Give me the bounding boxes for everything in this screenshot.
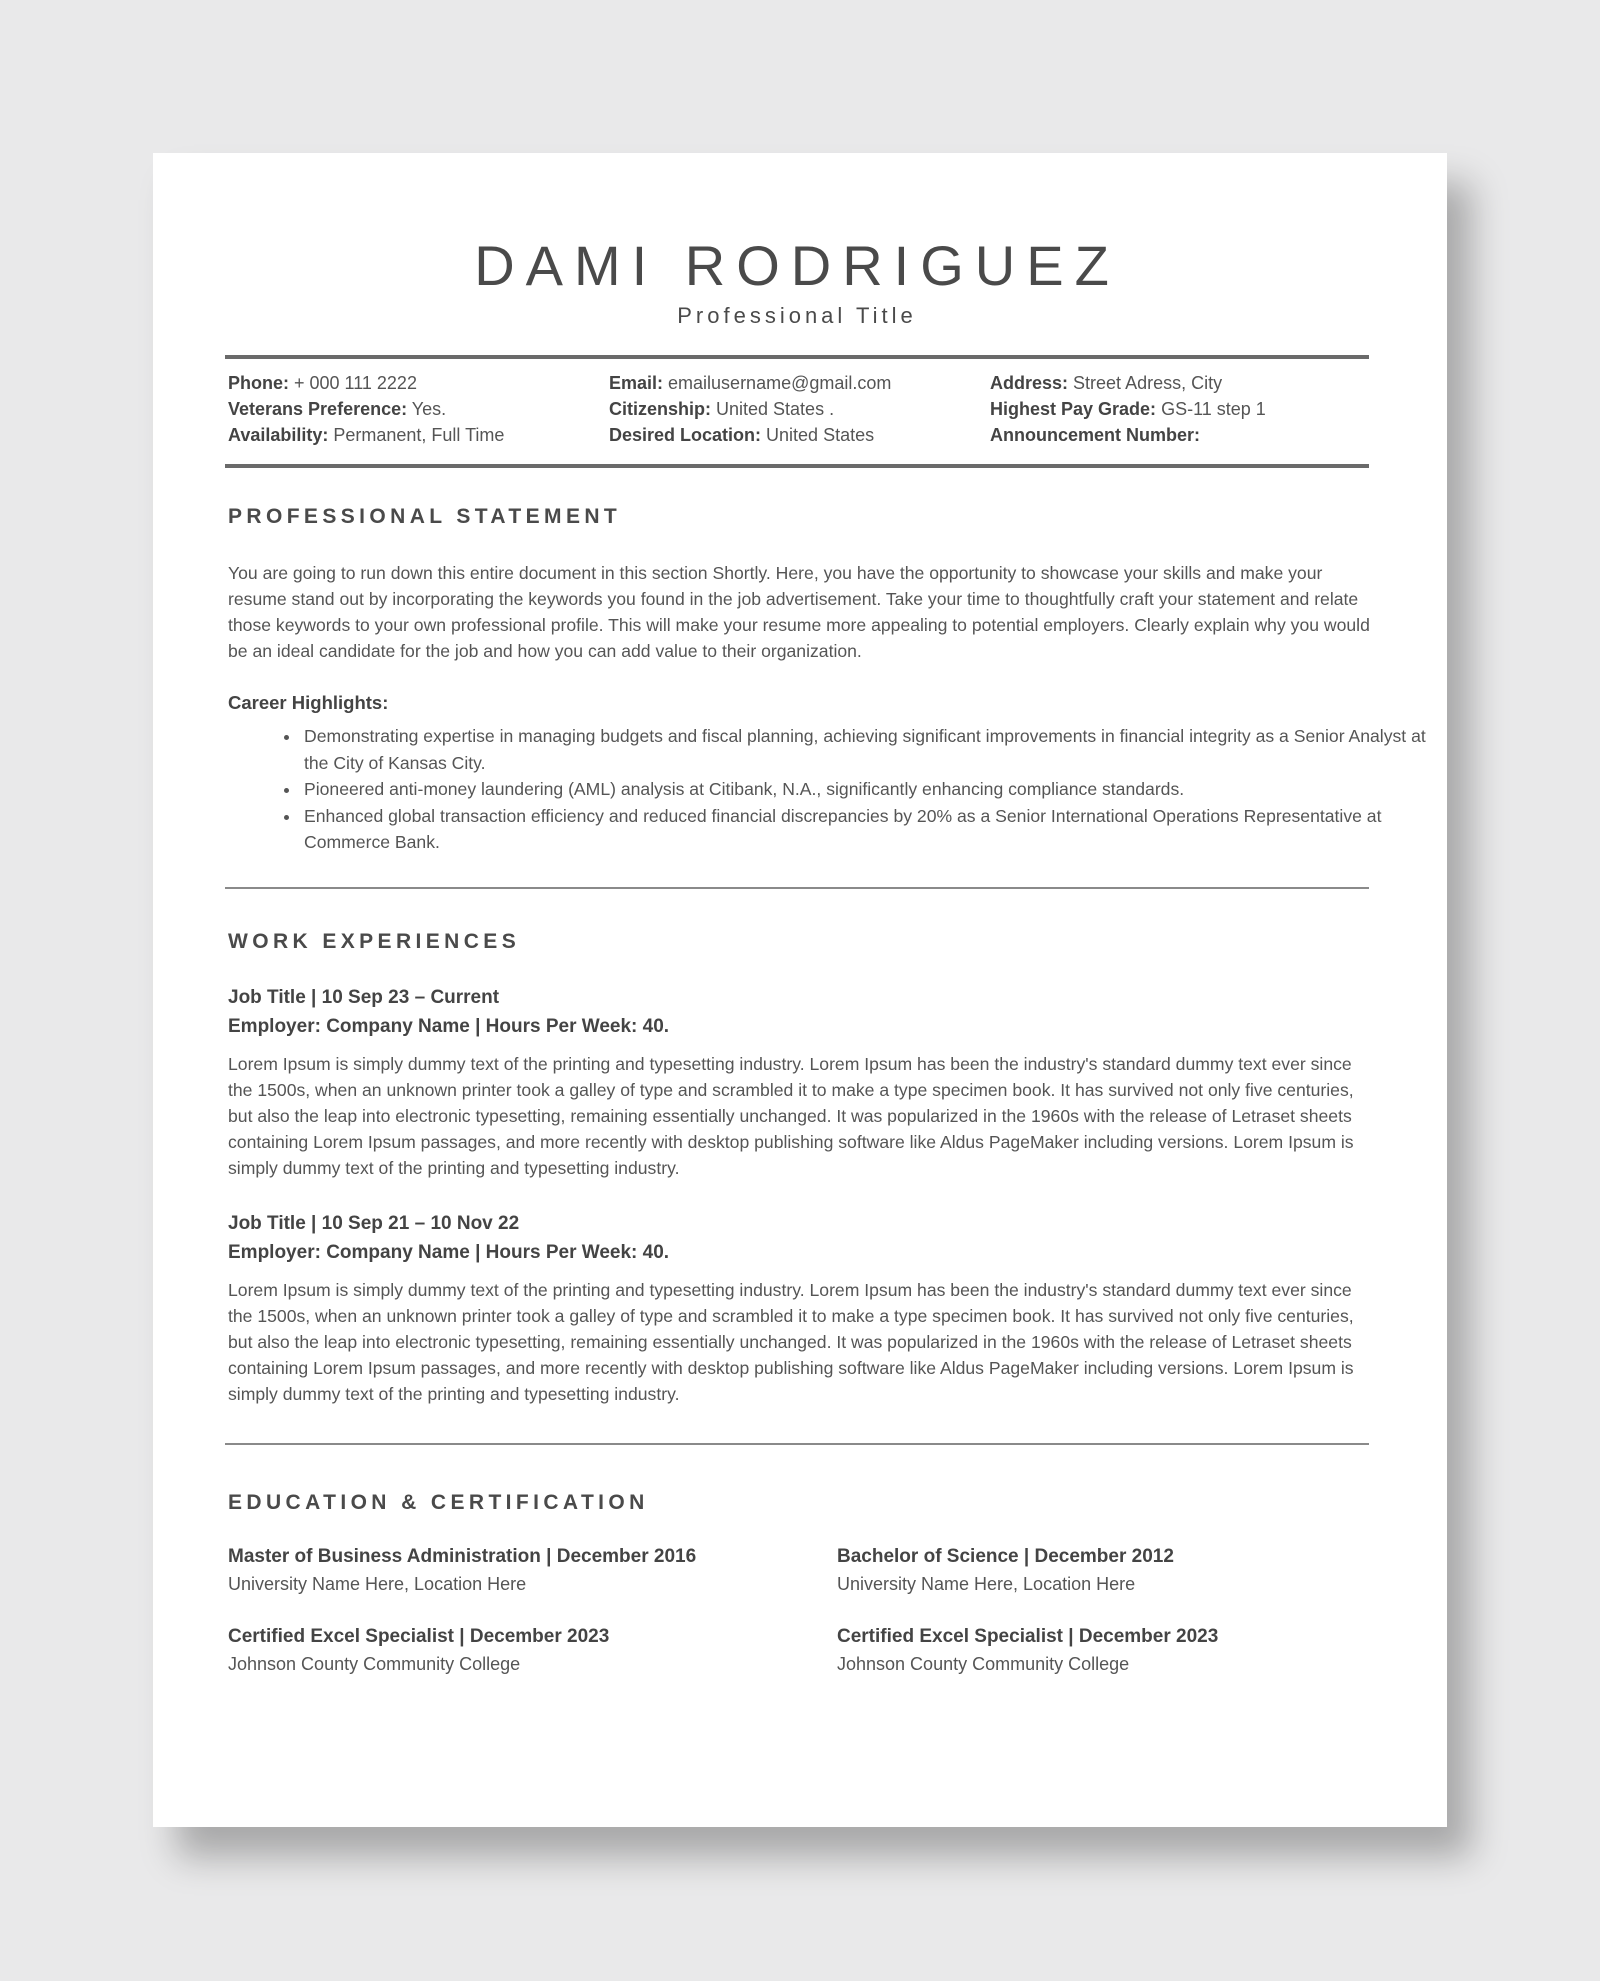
list-item: • Pioneered anti-money laundering (AML) analysis at Citibank, N.A., significantly enhancing compliance standards. xyxy=(301,776,1441,803)
contact-desired-location xyxy=(609,422,989,448)
professional-statement-text: You are going to run down this entire document in this section Shortly. Here, you have the opportunity to showcase your skills and make your resume stand out by incorporating the keywords you found in the job advertisement. Take your time to thoughtfully craft your statement and relate those keywords to your own professional profile. This will make your resume more appealing to potential employers. Clearly explain why you would be an ideal candidate for the job and how you can add value to their organization. xyxy=(228,563,1370,661)
contact-label: Availability: xyxy=(228,425,329,445)
job-title-line: Job Title | 10 Sep 23 – Current xyxy=(228,987,500,1008)
contact-value: United States . xyxy=(711,399,835,419)
section-heading-work-experiences: WORK EXPERIENCES xyxy=(228,930,521,953)
resume-page xyxy=(153,153,1447,1827)
contact-availability xyxy=(228,422,608,448)
contact-veterans-preference xyxy=(228,396,608,422)
education-item-subtitle: University Name Here, Location Here xyxy=(837,1574,1136,1594)
contact-value: Street Adress, City xyxy=(1068,373,1223,393)
education-item-title: Master of Business Administration | December 2016 xyxy=(228,1546,697,1567)
contact-label: Email: xyxy=(609,373,664,393)
contact-label: Highest Pay Grade: xyxy=(990,399,1157,419)
contact-label: Announcement Number: xyxy=(990,425,1201,445)
contact-highest-pay-grade xyxy=(990,396,1370,422)
job-employer-line: Employer: Company Name | Hours Per Week: 40. xyxy=(228,1016,670,1037)
contact-value: + 000 111 2222 xyxy=(289,373,417,393)
contact-value: emailusername@gmail.com xyxy=(663,373,892,393)
job-description: Lorem Ipsum is simply dummy text of the printing and typesetting industry. Lorem Ipsum has been the industry's standard dummy text ever since the 1500s, when an unknown printer took a galley of type and scrambled it to make a type specimen book. It has survived not only five centuries, but also the leap into electronic typesetting, remaining essentially unchanged. It was popularized in the 1960s with the release of Letraset sheets containing Lorem Ipsum passages, and more recently with desktop publishing software like Aldus PageMaker including versions. Lorem Ipsum is simply dummy text of the printing and typesetting industry. xyxy=(228,1280,1354,1404)
certification-item-subtitle: Johnson County Community College xyxy=(837,1654,1130,1674)
contact-label: Phone: xyxy=(228,373,289,393)
job-title-line: Job Title | 10 Sep 21 – 10 Nov 22 xyxy=(228,1213,520,1234)
contact-email xyxy=(609,370,989,396)
header-bottom-rule xyxy=(225,464,1369,468)
career-highlights-heading: Career Highlights: xyxy=(228,692,389,713)
contact-label: Veterans Preference: xyxy=(228,399,408,419)
contact-phone xyxy=(228,370,608,396)
contact-value: GS-11 step 1 xyxy=(1156,399,1266,419)
list-item: • Demonstrating expertise in managing budgets and fiscal planning, achieving significant improvements in financial integrity as a Senior Analyst at the City of Kansas City. xyxy=(301,723,1441,776)
list-item: • Enhanced global transaction efficiency and reduced financial discrepancies by 20% as a Senior International Operations Representative at Commerce Bank. xyxy=(301,803,1441,856)
section-heading-professional-statement: PROFESSIONAL STATEMENT xyxy=(228,505,622,528)
contact-announcement-number xyxy=(990,422,1370,448)
contact-label: Desired Location: xyxy=(609,425,762,445)
contact-label: Citizenship: xyxy=(609,399,711,419)
certification-item-subtitle: Johnson County Community College xyxy=(228,1654,521,1674)
contact-address xyxy=(990,370,1370,396)
job-description: Lorem Ipsum is simply dummy text of the printing and typesetting industry. Lorem Ipsum has been the industry's standard dummy text ever since the 1500s, when an unknown printer took a galley of type and scrambled it to make a type specimen book. It has survived not only five centuries, but also the leap into electronic typesetting, remaining essentially unchanged. It was popularized in the 1960s with the release of Letraset sheets containing Lorem Ipsum passages, and more recently with desktop publishing software like Aldus PageMaker including versions. Lorem Ipsum is simply dummy text of the printing and typesetting industry. xyxy=(228,1054,1354,1178)
education-item-subtitle: University Name Here, Location Here xyxy=(228,1574,527,1594)
professional-title: Professional Title xyxy=(677,303,917,328)
contact-value: Permanent, Full Time xyxy=(328,425,505,445)
header-top-rule xyxy=(225,355,1369,359)
candidate-name: DAMI RODRIGUEZ xyxy=(474,234,1120,297)
contact-column-3 xyxy=(990,370,1370,448)
contact-label: Address: xyxy=(990,373,1069,393)
certification-item-title: Certified Excel Specialist | December 2023 xyxy=(228,1626,610,1647)
contact-value: Yes. xyxy=(407,399,447,419)
contact-column-2 xyxy=(609,370,989,448)
section-divider xyxy=(225,1443,1369,1445)
certification-item-title: Certified Excel Specialist | December 2023 xyxy=(837,1626,1219,1647)
contact-column-1 xyxy=(228,370,608,448)
section-heading-education: EDUCATION & CERTIFICATION xyxy=(228,1491,649,1514)
contact-citizenship xyxy=(609,396,989,422)
education-item-title: Bachelor of Science | December 2012 xyxy=(837,1546,1174,1567)
career-highlights-list xyxy=(228,723,1441,856)
section-divider xyxy=(225,887,1369,889)
job-employer-line: Employer: Company Name | Hours Per Week: 40. xyxy=(228,1242,670,1263)
contact-value: United States xyxy=(761,425,875,445)
